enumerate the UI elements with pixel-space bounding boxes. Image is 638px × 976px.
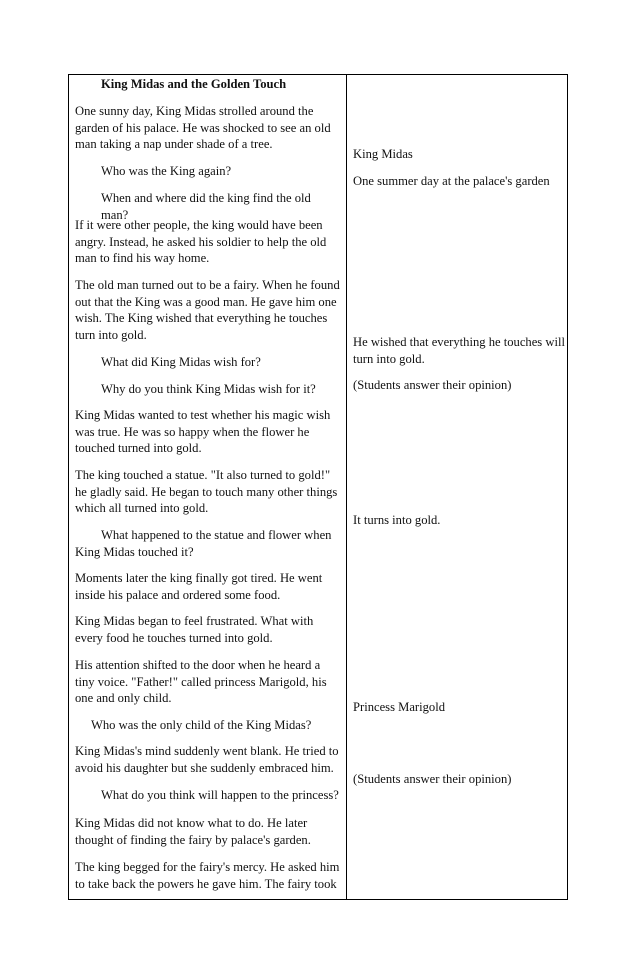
lesson-table — [68, 74, 568, 900]
answer: (Students answer their opinion) — [353, 772, 512, 786]
answer: (Students answer their opinion) — [353, 378, 512, 392]
story-paragraph: His attention shifted to the door when he heard a tiny voice. "Father!" called princess Marigold, his one and only child. — [75, 658, 327, 706]
question: Who was the only child of the King Midas? — [91, 718, 312, 732]
story-paragraph: One sunny day, King Midas strolled around the garden of his palace. He was shocked to see an old man taking a nap under shade of a tree. — [75, 104, 331, 152]
question: When and where did the king find the old man? — [101, 191, 311, 222]
answer: He wished that everything he touches will turn into gold. — [353, 335, 565, 366]
story-paragraph: If it were other people, the king would have been angry. Instead, he asked his soldier to help the old man to find his way home. — [75, 218, 327, 266]
story-paragraph: The king begged for the fairy's mercy. He asked him to take back the powers he gave him. The fairy took — [75, 860, 340, 891]
answer: Princess Marigold — [353, 700, 445, 714]
story-paragraph: Moments later the king finally got tired. He went inside his palace and ordered some food. — [75, 571, 323, 602]
answer: It turns into gold. — [353, 513, 441, 527]
question: Who was the King again? — [101, 164, 232, 178]
answer: One summer day at the palace's garden — [353, 174, 550, 188]
story-paragraph: King Midas did not know what to do. He later thought of finding the fairy by palace's garden. — [75, 816, 311, 847]
answer: King Midas — [353, 147, 413, 161]
story-paragraph: King Midas wanted to test whether his magic wish was true. He was so happy when the flower he touched turned into gold. — [75, 408, 331, 456]
story-paragraph: The king touched a statue. "It also turned to gold!" he gladly said. He began to touch many other things which all turned into gold. — [75, 468, 338, 516]
question: What do you think will happen to the princess? — [101, 788, 339, 802]
story-paragraph: The old man turned out to be a fairy. When he found out that the King was a good man. He gave him one wish. The King wished that everything he touches turn into gold. — [75, 278, 340, 342]
column-divider — [346, 75, 347, 899]
question: What did King Midas wish for? — [101, 355, 261, 369]
story-title: King Midas and the Golden Touch — [101, 77, 287, 91]
story-paragraph: King Midas began to feel frustrated. What with every food he touches turned into gold. — [75, 614, 314, 645]
question: What happened to the statue and flower when King Midas touched it? — [75, 528, 332, 559]
question: Why do you think King Midas wish for it? — [101, 382, 316, 396]
story-paragraph: King Midas's mind suddenly went blank. He tried to avoid his daughter but she suddenly embraced him. — [75, 744, 339, 775]
